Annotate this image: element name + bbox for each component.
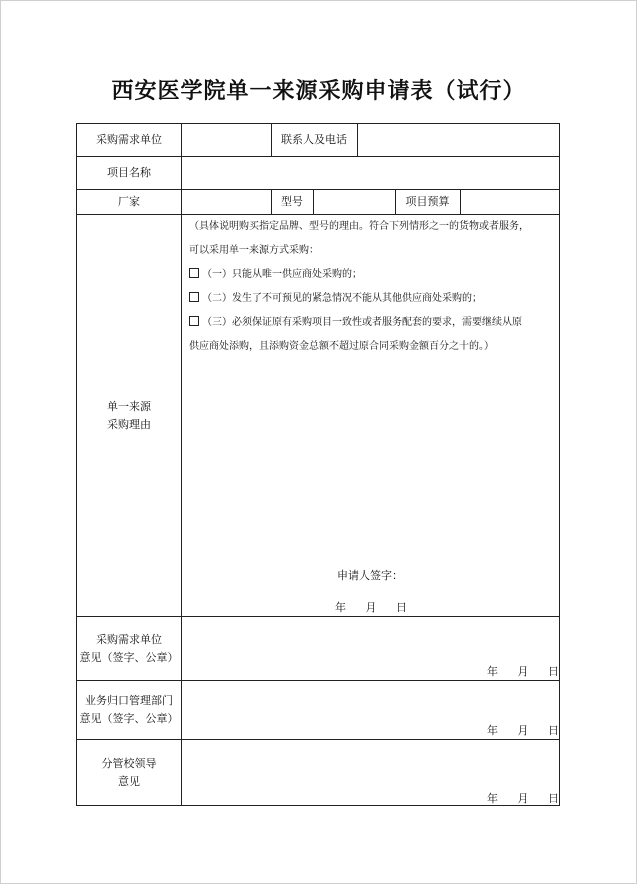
dept-label: 采购需求单位 bbox=[96, 133, 162, 146]
reason-intro-line1: （具体说明购买指定品牌、型号的理由。符合下列情形之一的货物或者服务， bbox=[189, 221, 529, 232]
checkbox-option-3[interactable] bbox=[189, 316, 199, 326]
leader-opinion-label bbox=[77, 740, 181, 806]
applicant-date: 年 月 日 bbox=[335, 601, 407, 614]
reason-label-line1: 单一来源 bbox=[107, 399, 151, 413]
dept-opinion-date: 年 月 日 bbox=[487, 665, 559, 678]
reason-option-1 bbox=[181, 263, 553, 287]
checkbox-option-2[interactable] bbox=[189, 292, 199, 302]
project-name-label: 项目名称 bbox=[107, 166, 151, 179]
model-label: 型号 bbox=[281, 195, 303, 208]
dept-opinion-label-line1: 采购需求单位 bbox=[96, 632, 162, 646]
mgmt-opinion-label bbox=[77, 681, 181, 739]
reason-option-3-cont: 供应商处添购，且添购资金总额不超过原合同采购金额百分之十的。） bbox=[189, 341, 494, 352]
reason-option-3-text: （三）必须保证原有采购项目一致性或者服务配套的要求，需要继续从原 bbox=[202, 317, 522, 328]
reason-option-2 bbox=[181, 287, 553, 311]
reason-label bbox=[77, 215, 181, 616]
model-field[interactable] bbox=[314, 190, 395, 214]
manufacturer-field[interactable] bbox=[182, 190, 271, 214]
reason-text bbox=[181, 215, 553, 359]
contact-label: 联系人及电话 bbox=[281, 133, 347, 146]
mgmt-opinion-date: 年 月 日 bbox=[487, 724, 559, 737]
contact-field[interactable] bbox=[358, 124, 560, 156]
reason-option-3 bbox=[181, 311, 553, 335]
form-title: 西安医学院单一来源采购申请表（试行） bbox=[111, 78, 526, 104]
checkbox-option-1[interactable] bbox=[189, 268, 199, 278]
reason-label-line2: 采购理由 bbox=[107, 417, 151, 431]
reason-option-1-text: （一）只能从唯一供应商处采购的； bbox=[202, 269, 362, 280]
budget-field[interactable] bbox=[461, 190, 560, 214]
project-name-field[interactable] bbox=[182, 157, 560, 189]
manufacturer-label: 厂家 bbox=[118, 195, 140, 208]
application-form-table bbox=[76, 123, 560, 806]
reason-intro-line2: 可以采用单一来源方式采购： bbox=[189, 245, 319, 256]
dept-opinion-label-line2: 意见（签字、公章） bbox=[79, 650, 179, 664]
leader-opinion-label-line1: 分管校领导 bbox=[101, 757, 157, 770]
mgmt-opinion-label-line1: 业务归口管理部门 bbox=[85, 694, 173, 707]
mgmt-opinion-label-line2: 意见（签字、公章） bbox=[79, 712, 179, 725]
reason-option-2-text: （二）发生了不可预见的紧急情况不能从其他供应商处采购的； bbox=[202, 293, 482, 304]
dept-field[interactable] bbox=[182, 124, 271, 156]
dept-opinion-label bbox=[77, 617, 181, 680]
budget-label: 项目预算 bbox=[405, 195, 450, 208]
applicant-signature-label: 申请人签字： bbox=[337, 569, 403, 582]
leader-opinion-label-line2: 意见 bbox=[118, 775, 140, 788]
leader-opinion-date: 年 月 日 bbox=[487, 792, 559, 805]
